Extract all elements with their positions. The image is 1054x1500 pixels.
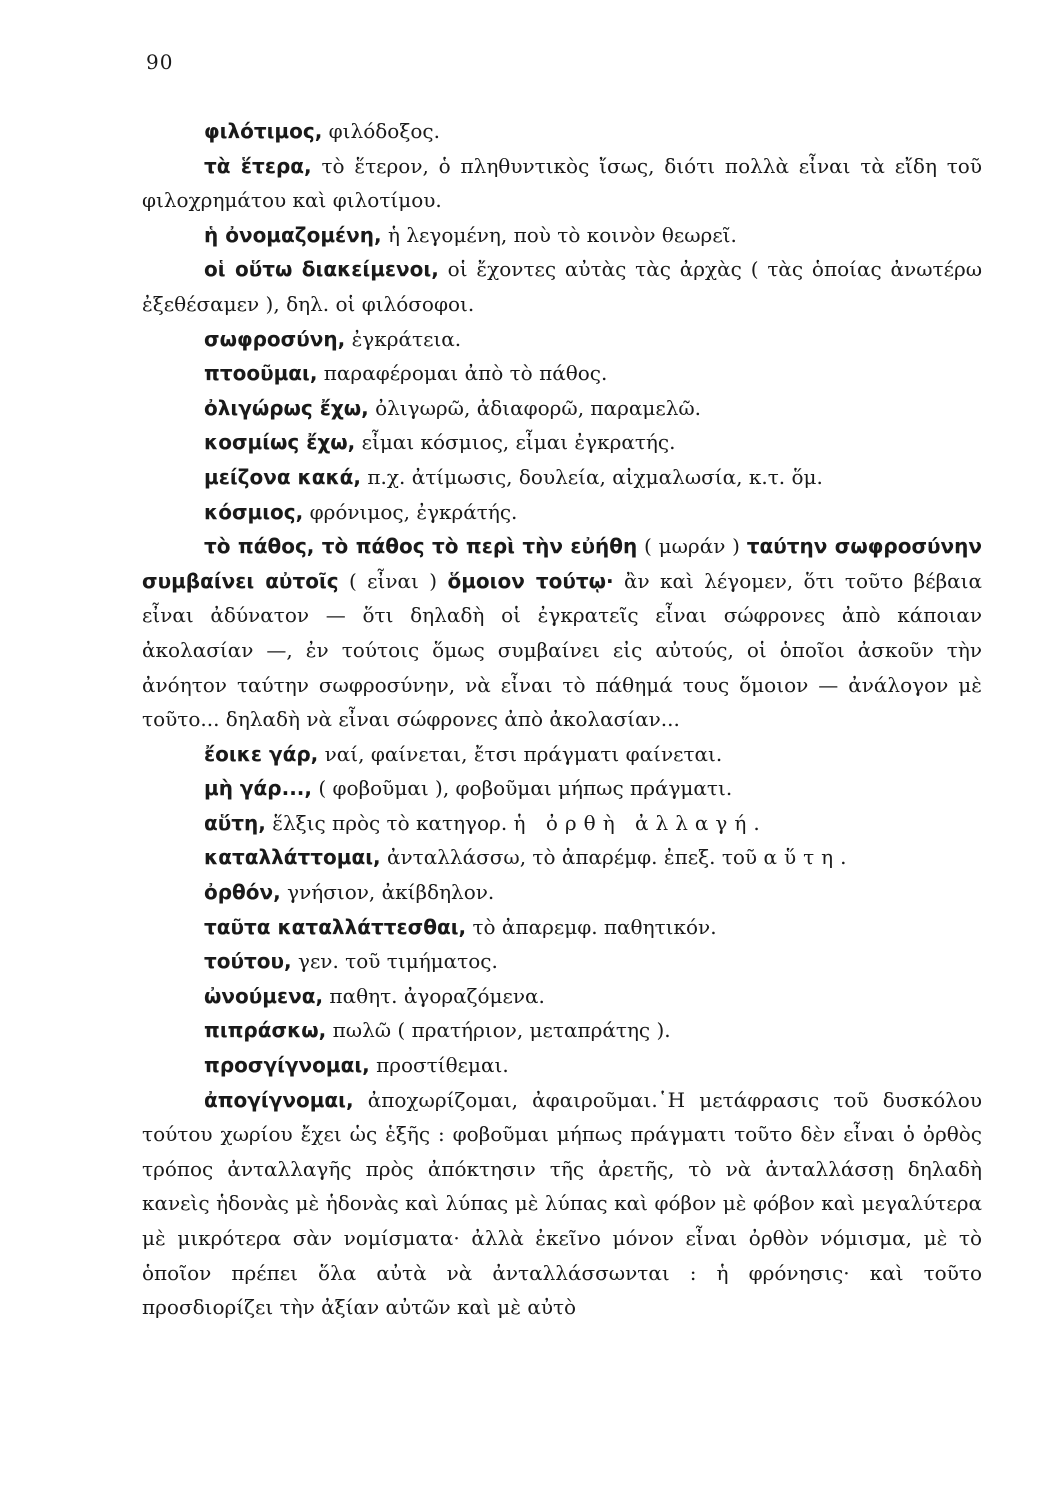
entry-term: κοσμίως ἔχω,	[204, 430, 356, 455]
entry-term: ἡ ὀνομαζομένη,	[204, 222, 382, 247]
glossary-entry-aute	[142, 806, 982, 841]
entry-term: ἀπογίγνομαι,	[204, 1087, 354, 1112]
entry-term: καταλλάττομαι,	[204, 845, 381, 870]
entry-gloss: παθητ. ἀγοραζόμενα.	[329, 983, 545, 1008]
entry-term: οἱ οὕτω διακείμενοι,	[204, 257, 439, 282]
glossary-entry	[142, 910, 982, 945]
glossary-entry	[142, 840, 982, 875]
entry-gloss: πωλῶ ( πρατήριον, μεταπράτης ).	[332, 1018, 671, 1043]
page-number: 90	[146, 50, 174, 74]
entry-gloss: ναί, φαίνεται, ἔτσι πράγματι φαίνεται.	[324, 741, 723, 766]
glossary-text	[142, 114, 982, 1325]
entry-gloss: ( φοβοῦμαι ), φοβοῦμαι μήπως πράγματι.	[318, 776, 733, 801]
glossary-entry	[142, 460, 982, 495]
entry-gloss: ἕλξις πρὸς τὸ κατηγορ.	[272, 810, 508, 835]
glossary-entry	[142, 114, 982, 149]
entry-term: σωφροσύνη,	[204, 326, 346, 351]
entry-gloss: ἡ λεγομένη, ποὺ τὸ κοινὸν θεωρεῖ.	[388, 222, 737, 247]
entry-gloss: ἂν καὶ λέγομεν, ὅτι τοῦτο βέβαια εἶναι ἀδύνατον — ὅτι δηλαδὴ οἱ ἐγκρατεῖς εἶναι σώφρονες ἀπὸ κάποιαν ἀκολασίαν —, ἐν τούτοις ὅμως συμβαίνει εἰς αὐτούς, οἱ ὁποῖοι ἀσκοῦν τὴν ἀνόητον ταύτην σωφροσύνην, νὰ εἶναι τὸ πάθημά τους ὅμοιον — ἀνάλογον μὲ τοῦτο... δηλαδὴ νὰ εἶναι σώφρονες ἀπὸ ἀκολασίαν...	[142, 568, 982, 732]
glossary-entry	[142, 252, 982, 321]
glossary-entry	[142, 218, 982, 253]
entry-term: ταύτην σωφροσύνην συμβαίνει αὐτοῖς	[142, 534, 983, 593]
entry-term: πτοοῦμαι,	[204, 361, 318, 386]
glossary-entry	[142, 495, 982, 530]
entry-term: τὸ πάθος, τὸ πάθος τὸ περὶ τὴν εὐήθη	[204, 534, 638, 559]
glossary-entry	[142, 771, 982, 806]
entry-gloss: εἶμαι κόσμιος, εἶμαι ἐγκρατής.	[361, 430, 676, 455]
entry-term: τὰ ἕτερα,	[204, 153, 312, 178]
glossary-entry	[142, 1013, 982, 1048]
entry-gloss: ἀποχωρίζομαι, ἀφαιροῦμαι.῾Η μετάφρασις τοῦ δυσκόλου τούτου χωρίου ἔχει ὡς ἑξῆς : φοβοῦμαι μήπως πράγματι τοῦτο δὲν εἶναι ὁ ὀρθὸς τρόπος ἀνταλλαγῆς πρὸς ἀπόκτησιν τῆς ἀρετῆς, τὸ νὰ ἀνταλλάσσῃ δηλαδὴ κανεὶς ἡδονὰς μὲ ἡδονὰς καὶ λύπας μὲ λύπας καὶ φόβον μὲ φόβον καὶ μεγαλύτερα μὲ μικρότερα σὰν νομίσματα· ἀλλὰ ἐκεῖνο μόνον εἶναι ὀρθὸν νόμισμα, μὲ τὸ ὁποῖον πρέπει ὅλα αὐτὰ νὰ ἀνταλλάσσωνται : ἡ φρόνησις· καὶ τοῦτο προσδιορίζει τὴν ἀξίαν αὐτῶν καὶ μὲ αὐτὸ	[142, 1087, 982, 1320]
glossary-entry	[142, 979, 982, 1014]
entry-gloss: φιλόδοξος.	[328, 119, 440, 143]
glossary-entry	[142, 149, 982, 218]
entry-gloss: ( εἶναι )	[348, 568, 438, 593]
glossary-entry	[142, 322, 982, 357]
entry-gloss: γεν. τοῦ τιμήματος.	[297, 949, 498, 974]
entry-term: κόσμιος,	[204, 499, 304, 524]
entry-gloss: φρόνιμος, ἐγκράτής.	[309, 499, 518, 524]
glossary-entry-pathos	[142, 529, 982, 737]
entry-gloss-spaced: αὕτη.	[763, 845, 854, 870]
entry-term: ταῦτα καταλλάττεσθαι,	[204, 914, 467, 939]
entry-gloss: ἐγκράτεια.	[351, 326, 462, 351]
entry-gloss: παραφέρομαι ἀπὸ τὸ πάθος.	[323, 361, 608, 386]
glossary-entry	[142, 944, 982, 979]
entry-term: ὠνούμενα,	[204, 983, 324, 1008]
entry-gloss: π.χ. ἀτίμωσις, δουλεία, αἰχμαλωσία, κ.τ. ὅμ.	[367, 464, 823, 489]
entry-gloss: ἀνταλλάσσω, τὸ ἀπαρέμφ. ἐπεξ. τοῦ	[386, 845, 758, 870]
entry-term: ὅμοιον τούτῳ·	[447, 568, 614, 593]
entry-term: προσγίγνομαι,	[204, 1053, 370, 1078]
entry-gloss: προστίθεμαι.	[376, 1053, 509, 1078]
glossary-entry	[142, 425, 982, 460]
glossary-entry	[142, 1048, 982, 1083]
entry-gloss: τὸ ἀπαρεμφ. παθητικόν.	[472, 914, 717, 939]
glossary-entry	[142, 875, 982, 910]
entry-term: μὴ γάρ...,	[204, 776, 312, 801]
entry-gloss: ὀλιγωρῶ, ἀδιαφορῶ, παραμελῶ.	[375, 395, 702, 420]
entry-term: ὀλιγώρως ἔχω,	[204, 395, 369, 420]
entry-term: τούτου,	[204, 949, 292, 974]
entry-term: αὕτη,	[204, 810, 266, 835]
entry-term: πιπράσκω,	[204, 1018, 327, 1043]
entry-term: φιλότιμος,	[204, 119, 323, 143]
glossary-entry	[142, 391, 982, 426]
glossary-entry	[142, 356, 982, 391]
entry-term: ὀρθόν,	[204, 880, 281, 905]
entry-term: ἔοικε γάρ,	[204, 741, 319, 766]
entry-gloss: τὸ ἕτερον, ὁ πληθυντικὸς ἴσως, διότι πολλὰ εἶναι τὰ εἴδη τοῦ φιλοχρημάτου καὶ φιλοτίμου.	[142, 153, 983, 213]
entry-term: μείζονα κακά,	[204, 464, 362, 489]
glossary-entry	[142, 737, 982, 772]
glossary-entry	[142, 1083, 982, 1325]
entry-gloss: γνήσιον, ἀκίβδηλον.	[287, 880, 495, 905]
entry-gloss: ( μωράν )	[644, 534, 740, 559]
entry-gloss: οἱ ἔχοντες αὐτὰς τὰς ἀρχὰς ( τὰς ὁποίας ἀνωτέρω ἐξεθέσαμεν ), δηλ. οἱ φιλόσοφοι.	[142, 257, 983, 316]
entry-gloss-spaced: ἡ ὀρθὴ ἀλλαγή.	[513, 810, 767, 835]
